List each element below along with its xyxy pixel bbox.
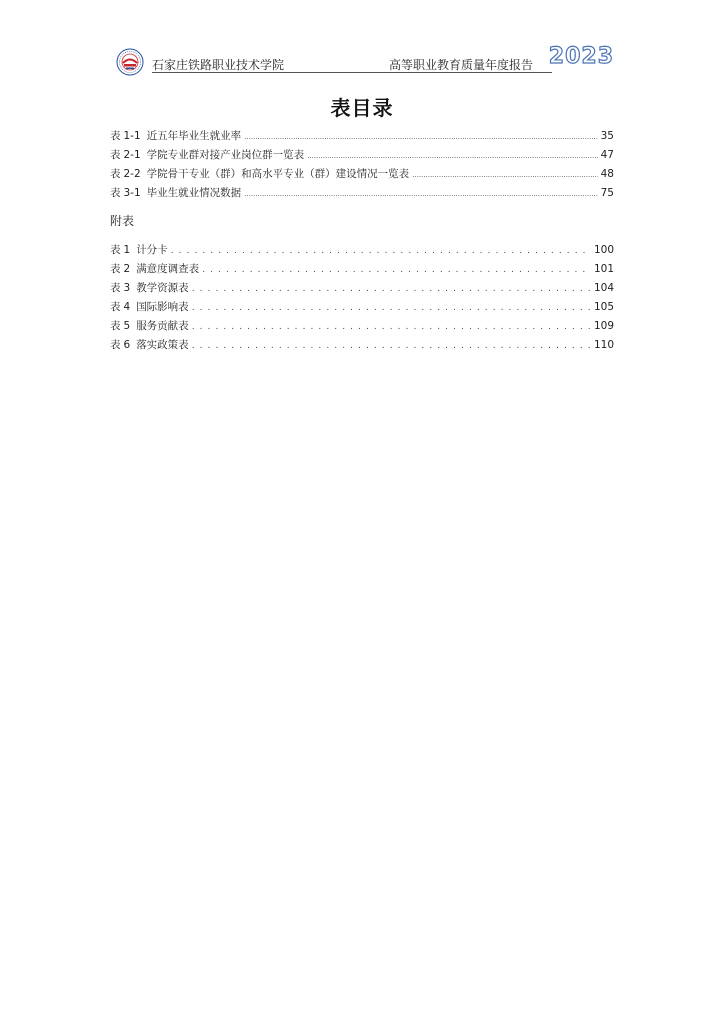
toc-entry-3-1[interactable] xyxy=(110,185,614,204)
appendix-entry-3[interactable] xyxy=(110,280,614,299)
appendix-entry-5[interactable] xyxy=(110,318,614,337)
toc-entry-label: 表 2-2 学院骨干专业（群）和高水平专业（群）建设情况一览表 xyxy=(110,168,410,180)
toc-entry-page: 101 xyxy=(593,263,614,275)
dot-leader xyxy=(244,190,597,198)
toc-entry-label: 表 6 落实政策表 xyxy=(110,339,189,351)
dot-leader xyxy=(202,265,591,275)
toc-entry-label: 表 3 教学资源表 xyxy=(110,282,189,294)
toc-entry-page: 75 xyxy=(600,187,614,199)
toc-entry-page: 105 xyxy=(593,301,614,313)
appendix-heading: 附表 xyxy=(110,214,135,228)
report-year: 2023 xyxy=(548,44,614,69)
school-name: 石家庄铁路职业技术学院 xyxy=(152,58,285,72)
appendix-list xyxy=(110,242,614,356)
dot-leader xyxy=(192,284,591,294)
header-rule xyxy=(152,72,552,73)
toc-entry-2-2[interactable] xyxy=(110,166,614,185)
toc-entry-label: 表 1 计分卡 xyxy=(110,244,168,256)
toc-entry-label: 表 1-1 近五年毕业生就业率 xyxy=(110,130,242,142)
dot-leader xyxy=(192,341,591,351)
dot-leader xyxy=(244,133,597,141)
dot-leader xyxy=(192,303,591,313)
appendix-entry-2[interactable] xyxy=(110,261,614,280)
toc-entry-label: 表 5 服务贡献表 xyxy=(110,320,189,332)
dot-leader xyxy=(412,171,597,179)
appendix-entry-4[interactable] xyxy=(110,299,614,318)
appendix-entry-1[interactable] xyxy=(110,242,614,261)
toc-entry-page: 35 xyxy=(600,130,614,142)
toc-entry-page: 48 xyxy=(600,168,614,180)
toc-entry-2-1[interactable] xyxy=(110,147,614,166)
school-emblem-icon xyxy=(116,48,144,76)
page-title: 表目录 xyxy=(330,96,394,120)
toc-entry-page: 110 xyxy=(593,339,614,351)
toc-entry-label: 表 2 满意度调查表 xyxy=(110,263,200,275)
table-of-tables xyxy=(110,128,614,204)
toc-entry-label: 表 3-1 毕业生就业情况数据 xyxy=(110,187,242,199)
dot-leader xyxy=(192,322,591,332)
toc-entry-1-1[interactable] xyxy=(110,128,614,147)
toc-entry-page: 47 xyxy=(600,149,614,161)
toc-entry-label: 表 2-1 学院专业群对接产业岗位群一览表 xyxy=(110,149,305,161)
report-title: 高等职业教育质量年度报告 xyxy=(389,58,534,72)
dot-leader xyxy=(307,152,597,160)
toc-entry-page: 100 xyxy=(593,244,614,256)
appendix-entry-6[interactable] xyxy=(110,337,614,356)
toc-entry-page: 109 xyxy=(593,320,614,332)
toc-entry-page: 104 xyxy=(593,282,614,294)
dot-leader xyxy=(171,246,591,256)
page-header xyxy=(112,44,612,76)
toc-entry-label: 表 4 国际影响表 xyxy=(110,301,189,313)
